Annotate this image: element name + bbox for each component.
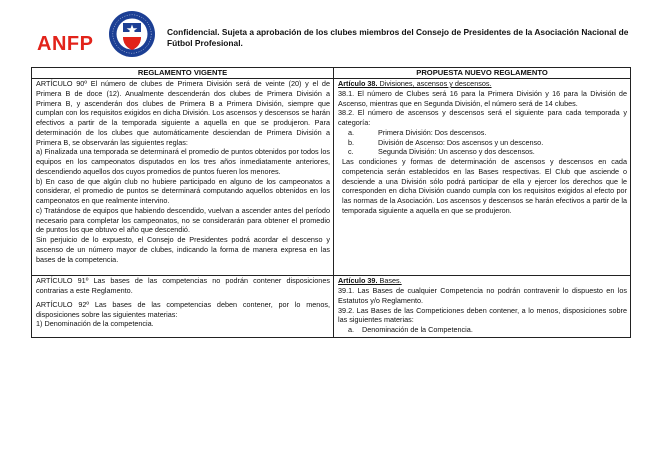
article-38-1-text: 38.1. El número de Clubes será 16 para la Primera División y 16 para la División de Ascenso, mientras que en Segunda División, el número será de 14 clubes.	[338, 88, 627, 108]
list-item	[338, 147, 627, 157]
conditions-text: Las condiciones y formas de determinación de ascensos y descensos en cada competencia serán establecidos en las Bases respectivas. El Club que asciende o desciende a una División sólo podrá participar de ella y ejercer los derechos que le corresponden en dicha División cuando cumpla con los requisitos exigidos al efecto por las normas de la Asociación. Los ascensos y descensos se harán efectivos a partir de la temporada siguiente a aquella en que se produjeron.	[342, 157, 627, 215]
list-item-letter: a.	[348, 325, 355, 334]
rule-c-text: c) Tratándose de equipos que habiendo descendido, vuelvan a ascender antes del período necesario para completar los campeonatos, no se considerarán para obtener el promedio de puntos los que obtuvo el año que descendió.	[36, 205, 330, 235]
logo-wordmark: ANFP	[37, 33, 94, 55]
list-item-text: Denominación de la Competencia.	[362, 325, 473, 334]
article-39-subtitle: Bases.	[377, 276, 402, 286]
list-item-text: Segunda División: Un ascenso y dos descensos.	[378, 147, 535, 157]
current-articles-91-92-cell	[32, 276, 334, 338]
anfp-logo	[30, 10, 160, 54]
table-header-row	[32, 68, 631, 79]
council-exception-text: Sin perjuicio de lo expuesto, el Consejo de Presidentes podrá acordar el descenso y ascenso de un número mayor de clubes, indicando la forma de manera expresa en las bases de la competencia.	[36, 235, 330, 264]
article-92-item-1: 1) Denominación de la competencia.	[36, 319, 154, 329]
confidential-notice: Confidencial. Sujeta a aprobación de los clubes miembros del Consejo de Presidentes de la Asociación Nacional de Fútbol Profesional.	[167, 27, 629, 48]
article-39-heading	[338, 276, 627, 286]
list-item-letter: a.	[348, 127, 355, 137]
rule-a-text: a) Finalizada una temporada se determinará el promedio de puntos obtenidos por todos los equipos en los campeonatos disputados en los tres años inmediatamente anteriores, descendiendo aquellos dos cuyos promedios de puntos fueren los menores.	[36, 147, 330, 176]
article-38-subtitle: Divisiones, ascensos y descensos.	[377, 79, 492, 88]
proposed-article-38-cell	[334, 79, 631, 276]
article-38-heading	[338, 79, 627, 89]
column-header-proposed: PROPUESTA NUEVO REGLAMENTO	[334, 68, 631, 79]
comparison-table	[31, 67, 631, 338]
rule-b-text: b) En caso de que algún club no hubiere participado en alguno de los campeonatos a considerar, el promedio de puntos se determinará computando aquellos obtenidos en los campeonatos en que realmente intervino.	[36, 176, 330, 205]
article-39-2-text: 39.2. Las Bases de las Competiciones deben contener, a lo menos, disposiciones sobre las siguientes materias:	[338, 305, 627, 325]
article-92-text: ARTÍCULO 92º Las bases de las competencias deben contener, por lo menos, disposiciones sobre las siguientes materias:	[36, 299, 330, 319]
list-item	[338, 128, 627, 138]
article-90-text: ARTÍCULO 90º El número de clubes de Primera División será de veinte (20) y el de Primera B de doce (12). Anualmente descenderán dos clubes de Primera División a Primera B, y ascenderán dos clubes de Primera B a Primera División, siempre que cumplan con los requisitos exigidos en dicha División. Los ascensos y descensos se harán efectivos a partir de la temporada siguiente a aquella en que se produjeron. Para determinación de los clubes que automáticamente desciendan de Primera División a Primera B, se observarán las siguientes reglas:	[36, 79, 330, 147]
table-row	[32, 276, 631, 338]
table-row	[32, 79, 631, 276]
article-91-text: ARTÍCULO 91º Las bases de las competencias no podrán contener disposiciones contrarias a este Reglamento.	[36, 276, 330, 295]
list-item	[338, 325, 627, 335]
article-38-2-text: 38.2. El número de ascensos y descensos será el siguiente para cada temporada y categoría:	[338, 108, 627, 127]
list-item-text: Primera División: Dos descensos.	[378, 127, 487, 137]
list-item	[338, 138, 627, 148]
list-item-letter: c.	[348, 147, 354, 157]
article-39-1-text: 39.1. Las Bases de cualquier Competencia no podrán contravenir lo dispuesto en los Estatutos y/o Reglamento.	[338, 286, 627, 305]
current-article-90-cell	[32, 79, 334, 276]
document-header	[30, 10, 630, 56]
article-39-title: Artículo 39.	[338, 276, 378, 286]
federation-shield-icon	[108, 10, 156, 58]
list-item-letter: b.	[348, 137, 355, 147]
list-item-text: División de Ascenso: Dos ascensos y un descenso.	[378, 137, 544, 147]
column-header-current: REGLAMENTO VIGENTE	[32, 68, 334, 79]
proposed-article-39-cell	[334, 276, 631, 338]
article-38-title: Artículo 38.	[338, 79, 378, 88]
